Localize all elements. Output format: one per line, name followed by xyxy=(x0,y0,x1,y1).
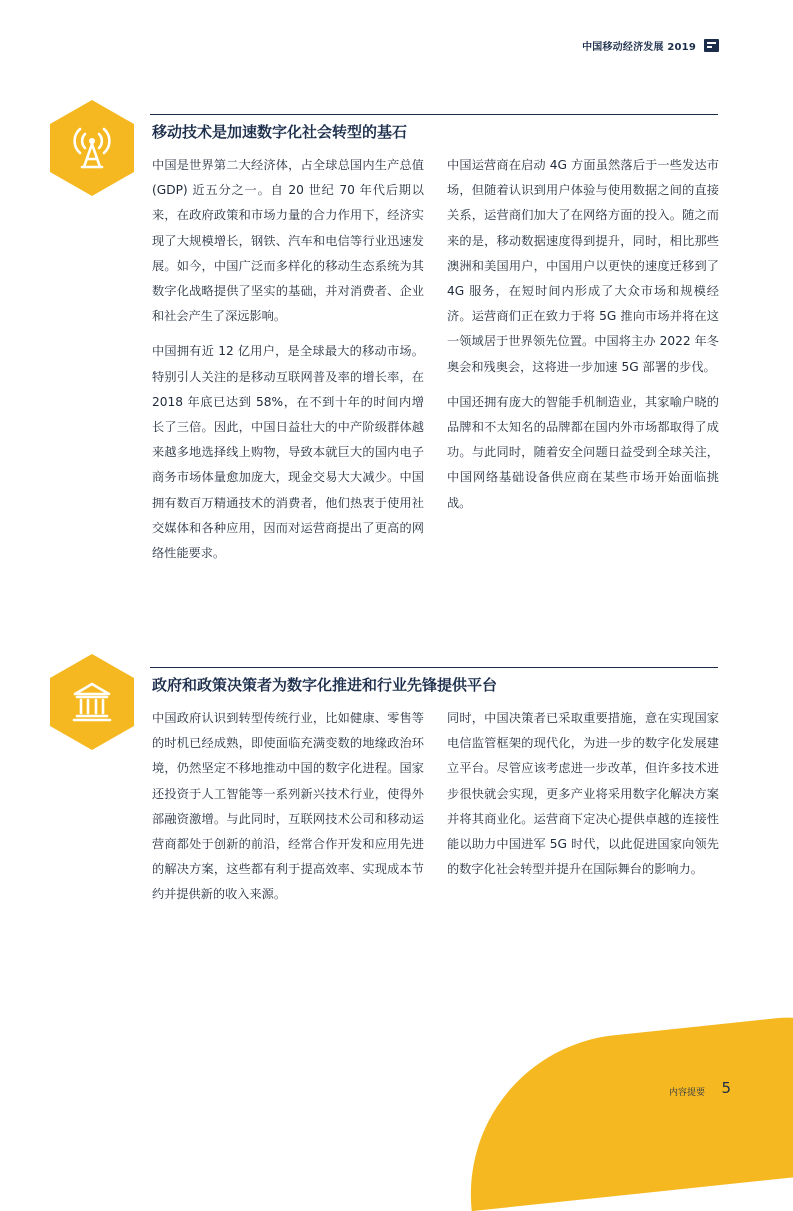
paragraph: 中国政府认识到转型传统行业，比如健康、零售等的时机已经成熟，即使面临充满变数的地缘政治环境，仍然坚定不移地推动中国的数字化进程。国家还投资于人工智能等一系列新兴技术行业，使得外部融资激增。与此同时，互联网技术公司和移动运营商都处于创新的前沿，经常合作开发和应用先进的解决方案，这些都有利于提高效率、实现成本节约并提供新的收入来源。 xyxy=(152,711,424,902)
paragraph: 中国拥有近 12 亿用户，是全球最大的移动市场。特别引人关注的是移动互联网普及率的增长率，在 2018 年底已达到 58%，在不到十年的时间内增长了三倍。因此，中国日益壮大的中产阶级群体越来越多地选择线上购物，导致本就巨大的国内电子商务市场体量愈加庞大，现金交易大大减少。中国拥有数百万精通技术的消费者，他们热衷于使用社交媒体和各种应用，因而对运营商提出了更高的网络性能要求。 xyxy=(152,344,424,561)
paragraph: 中国还拥有庞大的智能手机制造业，其家喻户晓的品牌和不太知名的品牌都在国内外市场都取得了成功。与此同时，随着安全问题日益受到全球关注，中国网络基础设备供应商在某些市场开始面临挑战。 xyxy=(447,394,719,510)
paragraph: 中国是世界第二大经济体，占全球总国内生产总值 (GDP) 近五分之一。自 20 世纪 70 年代后期以来，在政府政策和市场力量的合力作用下，经济实现了大规模增长，钢铁、汽车和电信等行业迅速发展。如今，中国广泛而多样化的移动生态系统为其数字化战略提供了坚实的基础，并对消费者、企业和社会产生了深远影响。 xyxy=(152,158,424,324)
footer-decoration xyxy=(455,1008,793,1211)
page-number: 5 xyxy=(721,1079,731,1097)
section-divider xyxy=(150,114,718,115)
antenna-tower-icon xyxy=(50,100,134,196)
section-title: 移动技术是加速数字化社会转型的基石 xyxy=(152,123,408,141)
section-divider xyxy=(150,667,718,668)
paragraph: 中国运营商在启动 4G 方面虽然落后于一些发达市场，但随着认识到用户体验与使用数据之间的直接关系，运营商们加大了在网络方面的投入。随之而来的是，移动数据速度得到提升，同时，相比那些澳洲和美国用户，中国用户以更快的速度迁移到了 4G 服务，在短时间内形成了大众市场和规模经济。运营商们正在致力于将 5G 推向市场并将在这一领域居于世界领先位置。中国将主办 2022 年冬奥会和残奥会，这将进一步加速 5G 部署的步伐。 xyxy=(447,158,719,374)
section-right-column xyxy=(447,153,719,526)
section-right-column xyxy=(447,706,719,892)
report-title: 中国移动经济发展 2019 xyxy=(582,42,696,53)
paragraph: 同时，中国决策者已采取重要措施，意在实现国家电信监管框架的现代化，为进一步的数字化发展建立平台。尽管应该考虑进一步改革，但许多技术进步很快就会实现，更多产业将采用数字化解决方案并将其商业化。运营商下定决心提供卓越的连接性能以助力中国进军 5G 时代，以此促进国家向领先的数字化社会转型并提升在国际舞台的影响力。 xyxy=(447,711,719,877)
section-title: 政府和政策决策者为数字化推进和行业先锋提供平台 xyxy=(152,676,498,694)
report-logo-icon xyxy=(704,39,719,52)
footer-section-label: 内容提要 xyxy=(668,1088,705,1098)
government-building-icon xyxy=(50,654,134,750)
page-header xyxy=(582,38,719,53)
section-left-column xyxy=(152,706,424,918)
section-left-column xyxy=(152,153,424,576)
